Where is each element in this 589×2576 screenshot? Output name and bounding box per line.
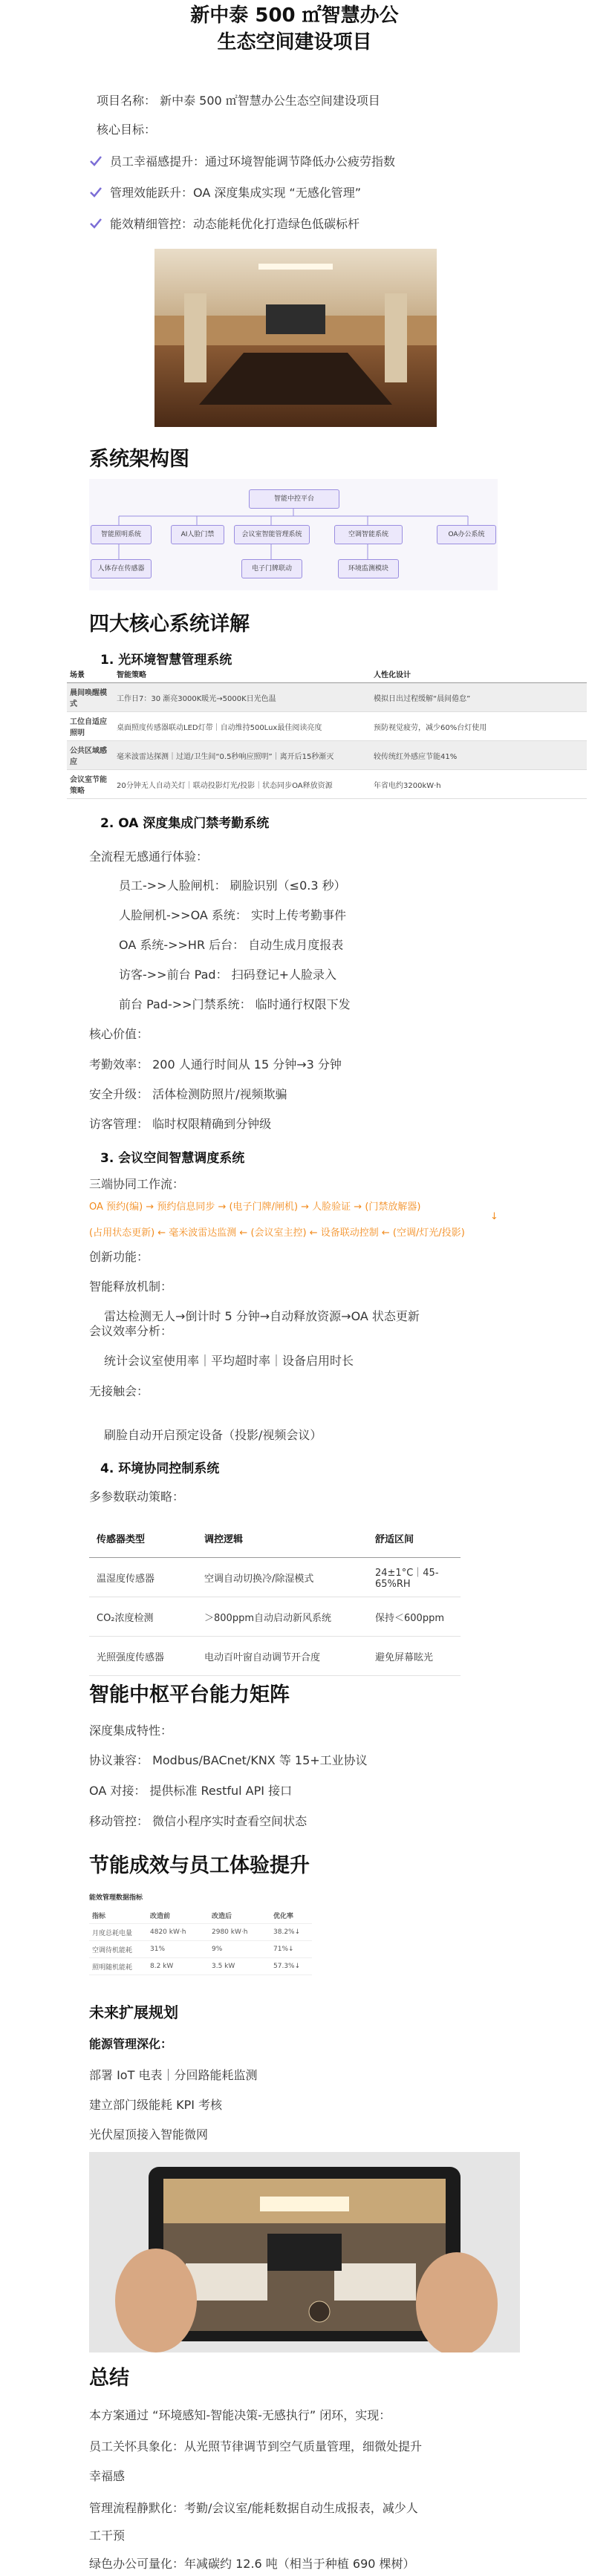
table-cell: 空调待机能耗 [89, 1941, 147, 1958]
future-label: 能源管理深化： [89, 2037, 173, 2051]
diagram-node: 会议室智能管理系统 [234, 525, 310, 544]
table-header-cell: 优化率 [270, 1907, 312, 1924]
summary-line: 绿色办公可量化：年减碳约 12.6 吨（相当于种植 690 棵树） [89, 2557, 415, 2571]
section-title: 1. 光环境智慧管理系统 [100, 653, 232, 668]
table-row [67, 741, 587, 770]
future-heading: 未来扩展规划 [89, 2003, 178, 2021]
table-cell: 温湿度传感器 [89, 1558, 197, 1597]
table-header-cell: 调控逻辑 [197, 1519, 368, 1558]
touchless-text: 刷脸自动开启预定设备（投影/视频会议） [104, 1428, 322, 1442]
table-cell: 公共区域感应 [67, 741, 114, 770]
diagram-node: 环境监测模块 [338, 559, 399, 578]
table-row [67, 770, 587, 799]
table-cell: 3.5 kW [209, 1958, 270, 1975]
table-row [89, 1637, 461, 1676]
table-cell: 月度总耗电量 [89, 1924, 147, 1941]
release-label: 智能释放机制： [89, 1279, 173, 1294]
table-cell: 桌面照度传感器联动LED灯带｜自动维持500Lux最佳阅读亮度 [114, 712, 350, 741]
analysis-label: 会议效率分析： [89, 1324, 173, 1338]
flow-intro: 全流程无感通行体验： [89, 850, 209, 864]
table-cell: 会议室节能策略 [67, 770, 114, 799]
table-cell: 2980 kW·h [209, 1924, 270, 1941]
diagram-node: 空调智能系统 [334, 525, 403, 544]
architecture-diagram [89, 479, 498, 590]
goal-text: 能效精细管控：动态能耗优化打造绿色低碳标杆 [110, 217, 360, 231]
goal-item [89, 215, 359, 232]
project-name: 项目名称： 新中泰 500 ㎡智慧办公生态空间建设项目 [97, 94, 380, 108]
section-title: 4. 环境协同控制系统 [100, 1461, 220, 1476]
summary-heading: 总结 [89, 2367, 129, 2390]
table-cell: 工作日7：30 渐亮3000K暖光→5000K日光色温 [114, 683, 350, 712]
table-header-cell: 智能策略 [114, 665, 350, 683]
table-row [67, 712, 587, 741]
table-header-cell: 场景 [67, 665, 114, 683]
flow-step: OA 系统->>HR 后台： 自动生成月度报表 [119, 938, 344, 952]
table-cell: 预防视觉疲劳，减少60%台灯使用 [371, 712, 587, 741]
table-cell [350, 683, 371, 712]
table-cell: 电动百叶窗自动调节开合度 [197, 1637, 368, 1676]
platform-item: 移动管控： 微信小程序实时查看空间状态 [89, 1814, 307, 1828]
environment-table [89, 1519, 461, 1676]
mini-table-title: 能效管理数据指标 [89, 1894, 143, 1902]
page-title-line2: 生态空间建设项目 [217, 31, 372, 53]
table-header-cell: 改造前 [147, 1907, 209, 1924]
table-header-cell: 改造后 [209, 1907, 270, 1924]
results-heading: 节能成效与员工体验提升 [89, 1854, 310, 1877]
flow-step: 前台 Pad->>门禁系统： 临时通行权限下发 [119, 997, 351, 1011]
table-cell: 38.2%↓ [270, 1924, 312, 1941]
section-title: 3. 会议空间智慧调度系统 [100, 1151, 245, 1166]
summary-line: 管理流程静默化：考勤/会议室/能耗数据自动生成报表，减少人 [89, 2501, 418, 2515]
platform-item: OA 对接： 提供标准 Restful API 接口 [89, 1784, 293, 1798]
analysis-text: 统计会议室使用率｜平均超时率｜设备启用时长 [104, 1354, 354, 1368]
diagram-node: 电子门牌联动 [241, 559, 302, 578]
flow-step: 员工->>人脸闸机： 刷脸识别（≤0.3 秒） [119, 878, 346, 893]
table-cell: 避免屏幕眩光 [368, 1637, 461, 1676]
table-cell: ＞800ppm自动启动新风系统 [197, 1597, 368, 1637]
table-header-row [89, 1519, 461, 1558]
down-arrow-icon: ↓ [490, 1211, 498, 1222]
innovation-label: 创新功能： [89, 1250, 149, 1264]
table-row [89, 1941, 312, 1958]
goal-text: 管理效能跃升：OA 深度集成实现 “无感化管理” [110, 186, 362, 200]
platform-label: 深度集成特性： [89, 1724, 173, 1738]
check-icon [89, 217, 102, 230]
table-row [67, 683, 587, 712]
table-cell: 保持＜600ppm [368, 1597, 461, 1637]
conference-room-photo [154, 249, 437, 427]
goals-label: 核心目标： [97, 123, 157, 137]
energy-table [89, 1907, 312, 1975]
tablet-photo [89, 2152, 520, 2352]
table-cell: 照明随机能耗 [89, 1958, 147, 1975]
table-cell: 工位自适应照明 [67, 712, 114, 741]
table-cell: 空调自动切换冷/除湿模式 [197, 1558, 368, 1597]
table-cell: 31% [147, 1941, 209, 1958]
page-title-line1: 新中泰 500 ㎡智慧办公 [190, 4, 399, 27]
release-text: 雷达检测无人→倒计时 5 分钟→自动释放资源→OA 状态更新 [104, 1309, 420, 1323]
check-icon [89, 186, 102, 199]
table-cell: 晨间唤醒模式 [67, 683, 114, 712]
summary-line: 幸福感 [89, 2469, 126, 2483]
core-heading: 四大核心系统详解 [89, 613, 250, 636]
table-cell: 71%↓ [270, 1941, 312, 1958]
value-item: 访客管理： 临时权限精确到分钟级 [89, 1117, 272, 1131]
flow-step: 访客->>前台 Pad： 扫码登记+人脸录入 [119, 968, 337, 982]
strategy-label: 多参数联动策略： [89, 1490, 185, 1504]
goal-item [89, 183, 361, 200]
summary-line: 本方案通过 “环境感知-智能决策-无感执行” 闭环，实现： [89, 2408, 391, 2422]
flow-step: 人脸闸机->>OA 系统： 实时上传考勤事件 [119, 908, 347, 922]
table-cell: 8.2 kW [147, 1958, 209, 1975]
table-header-cell: 人性化设计 [371, 665, 587, 683]
table-row [89, 1597, 461, 1637]
table-row [89, 1958, 312, 1975]
diagram-center-node: 智能中控平台 [249, 489, 339, 509]
value-item: 考勤效率： 200 人通行时间从 15 分钟→3 分钟 [89, 1057, 342, 1072]
goal-text: 员工幸福感提升：通过环境智能调节降低办公疲劳指数 [110, 154, 396, 169]
touchless-label: 无接触会： [89, 1384, 149, 1398]
table-cell: 24±1°C｜45-65%RH [368, 1558, 461, 1597]
platform-item: 协议兼容： Modbus/BACnet/KNX 等 15+工业协议 [89, 1753, 368, 1767]
goal-item [89, 152, 395, 169]
value-item: 安全升级： 活体检测防照片/视频欺骗 [89, 1087, 287, 1101]
table-cell [350, 770, 371, 799]
diagram-node: AI人脸门禁 [171, 525, 224, 544]
table-cell: 较传统红外感应节能41% [371, 741, 587, 770]
workflow-line: (占用状态更新) ← 毫米波雷达监测 ← (会议室主控) ← 设备联动控制 ← (空调/灯光/投影) [89, 1227, 465, 1239]
table-cell: CO₂浓度检测 [89, 1597, 197, 1637]
lighting-table [67, 665, 587, 799]
future-item: 光伏屋顶接入智能微网 [89, 2127, 209, 2142]
table-cell: 20分钟无人自动关灯｜联动投影灯光/投影｜状态同步OA释放资源 [114, 770, 350, 799]
table-header-row [89, 1907, 312, 1924]
table-header-cell: 舒适区间 [368, 1519, 461, 1558]
table-header-cell [350, 665, 371, 683]
architecture-heading: 系统架构图 [89, 448, 189, 471]
table-cell: 4820 kW·h [147, 1924, 209, 1941]
collab-label: 三端协同工作流： [89, 1177, 185, 1191]
table-cell: 光照强度传感器 [89, 1637, 197, 1676]
table-header-row [67, 665, 587, 683]
check-icon [89, 154, 102, 168]
table-cell: 57.3%↓ [270, 1958, 312, 1975]
platform-heading: 智能中枢平台能力矩阵 [89, 1683, 290, 1706]
section-title: 2. OA 深度集成门禁考勤系统 [100, 816, 270, 831]
table-header-cell: 传感器类型 [89, 1519, 197, 1558]
table-cell [350, 741, 371, 770]
diagram-node: OA办公系统 [437, 525, 496, 544]
table-cell [350, 712, 371, 741]
table-cell: 年省电约3200kW·h [371, 770, 587, 799]
table-row [89, 1924, 312, 1941]
value-label: 核心价值： [89, 1027, 149, 1041]
table-cell: 模拟日出过程缓解“晨间倦怠” [371, 683, 587, 712]
workflow-line: OA 预约(编) → 预约信息同步 → (电子门牌/闸机) → 人脸验证 → (门禁放解器) [89, 1201, 421, 1213]
diagram-node: 智能照明系统 [91, 525, 152, 544]
table-row [89, 1558, 461, 1597]
summary-line: 工干预 [89, 2528, 126, 2543]
table-cell: 毫米波雷达探测｜过道/卫生间“0.5秒响应照明”｜离开后15秒渐灭 [114, 741, 350, 770]
future-item: 建立部门级能耗 KPI 考核 [89, 2098, 223, 2112]
future-item: 部署 IoT 电表｜分回路能耗监测 [89, 2068, 258, 2082]
table-header-cell: 指标 [89, 1907, 147, 1924]
table-cell: 9% [209, 1941, 270, 1958]
diagram-node: 人体存在传感器 [91, 559, 152, 578]
summary-line: 员工关怀具象化：从光照节律调节到空气质量管理，细微处提升 [89, 2439, 423, 2453]
